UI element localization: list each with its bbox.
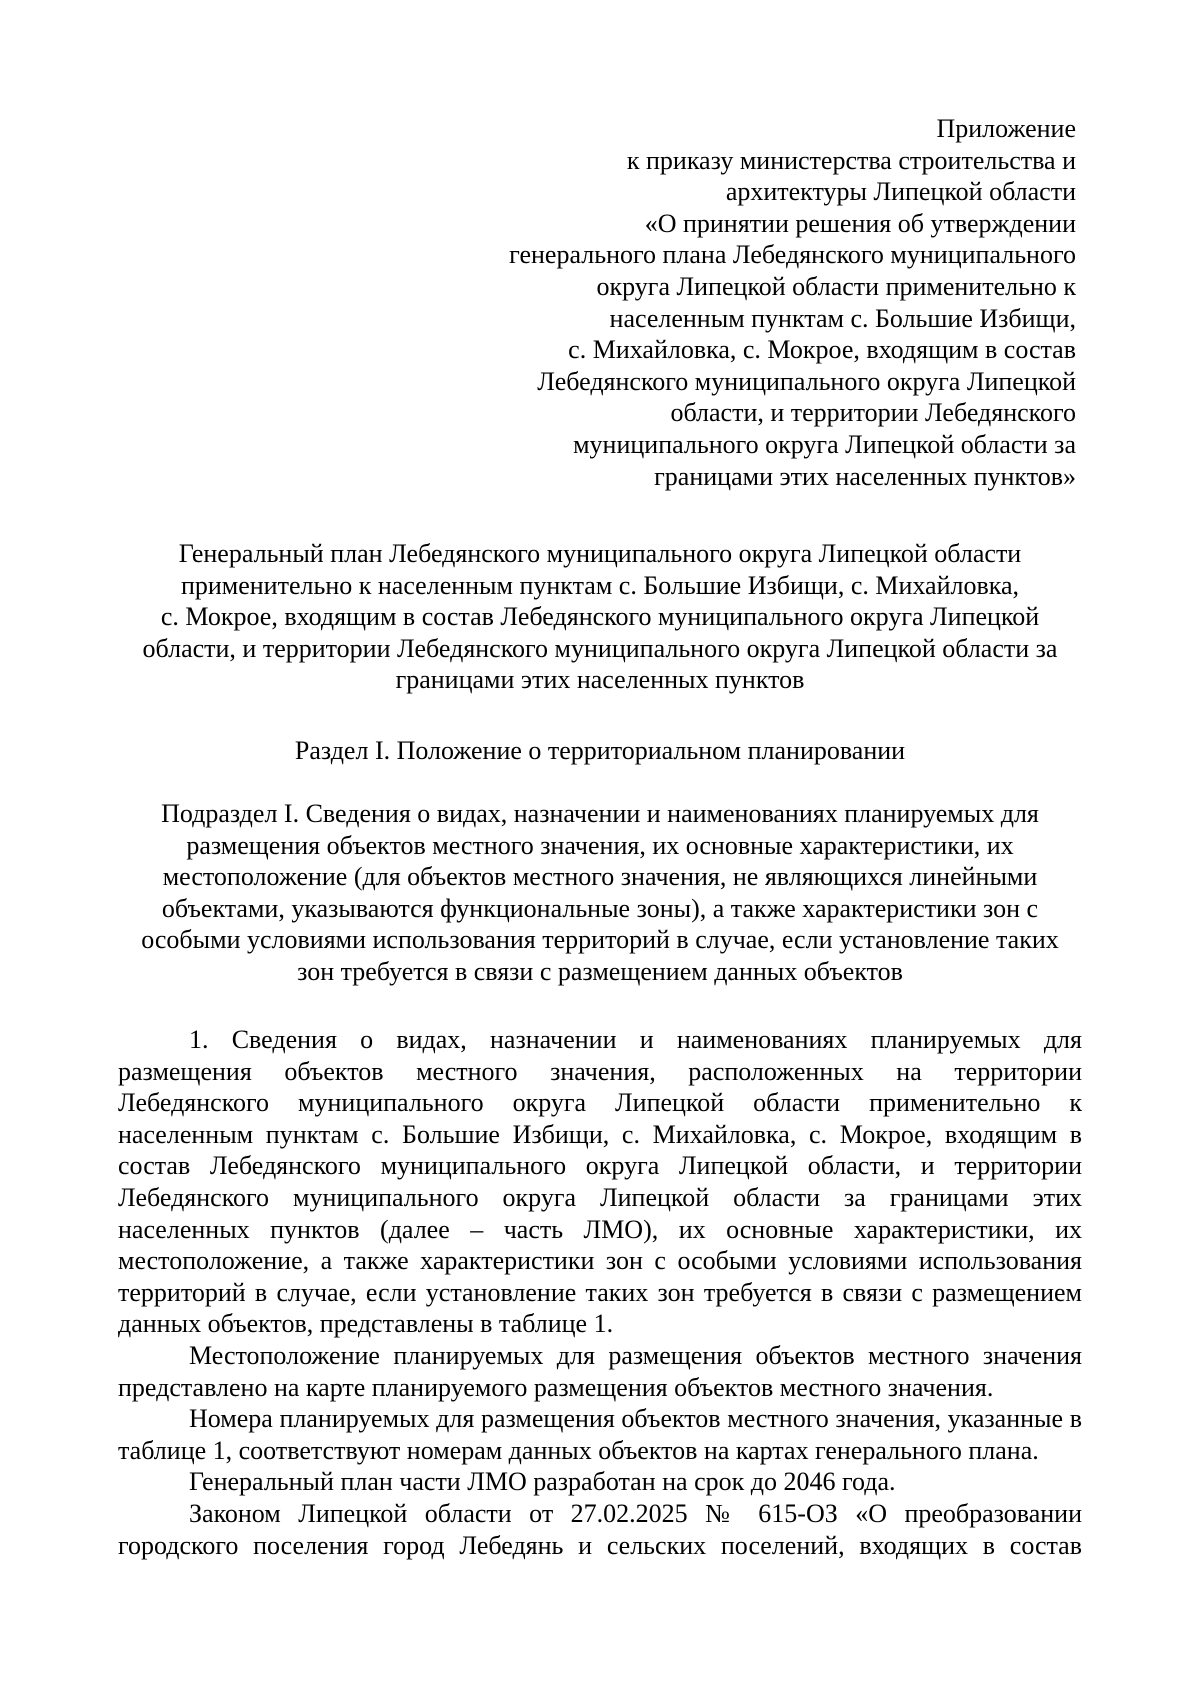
document-title [118,538,1082,696]
body-paragraph-1: 1. Сведения о видах, назначении и наименованиях планируемых для размещения объектов местного значения, расположенных на территории Лебедянского муниципального округа Липецкой области применительно к населенным пунктам с. Большие Избищи, с. Михайловка, с. Мокрое, входящим в состав Лебедянского муниципального округа Липецкой области, и территории Лебедянского муниципального округа Липецкой области за границами этих населенных пунктов (далее – часть ЛМО), их основные характеристики, их местоположение, а также характеристики зон с особыми условиями использования территорий в случае, если установление таких зон требуется в связи с размещением данных объектов, представлены в таблице 1. [118,1025,1082,1339]
subsection-title-line: зон требуется в связи с размещением данных объектов [297,956,903,986]
subsection-title [118,798,1082,988]
document-title-line: применительно к населенным пунктам с. Большие Избищи, с. Михайловка, [180,570,1020,600]
appendix-line: Лебедянского муниципального округа Липецкой [537,366,1076,396]
body-paragraph-3: Номера планируемых для размещения объектов местного значения, указанные в таблице 1, соответствуют номерам данных объектов на картах генерального плана. [118,1404,1082,1465]
body-text [118,1024,1082,1561]
subsection-title-line: размещения объектов местного значения, их основные характеристики, их [186,830,1014,860]
subsection-title-line: Подраздел I. Сведения о видах, назначении и наименованиях планируемых для [161,799,1039,828]
body-paragraph-4: Генеральный план части ЛМО разработан на срок до 2046 года. [189,1467,896,1497]
appendix-line: населенным пунктам с. Большие Избищи, [609,303,1076,333]
appendix-line: к приказу министерства строительства и [626,145,1076,175]
document-title-line: с. Мокрое, входящим в состав Лебедянского муниципального округа Липецкой [160,602,1040,632]
section-title: Раздел I. Положение о территориальном планировании [294,736,906,765]
document-title-line: границами этих населенных пунктов [395,665,805,695]
appendix-line: архитектуры Липецкой области [725,177,1076,207]
subsection-title-line: объектами, указываются функциональные зоны), а также характеристики зон с [161,893,1039,923]
document-title-line: Генеральный план Лебедянского муниципального округа Липецкой области [178,539,1022,568]
appendix-line: муниципального округа Липецкой области за [573,429,1076,459]
appendix-line: генерального плана Лебедянского муниципального [509,240,1076,270]
subsection-title-line: особыми условиями использования территорий в случае, если установление таких [141,925,1059,955]
appendix-line: «О принятии решения об утверждении [644,208,1076,238]
appendix-line: области, и территории Лебедянского [670,398,1076,428]
appendix-line: Приложение [936,114,1076,143]
appendix-line: с. Михайловка, с. Мокрое, входящим в состав [568,335,1076,365]
appendix-header [436,113,1076,492]
body-paragraph-2: Местоположение планируемых для размещения объектов местного значения представлено на карте планируемого размещения объектов местного значения. [118,1340,1082,1402]
body-paragraph-5: Законом Липецкой области от 27.02.2025 № 615-ОЗ «О преобразовании городского поселения город Лебедянь и сельских поселений, входящих в состав [118,1498,1082,1560]
subsection-title-line: местоположение (для объектов местного значения, не являющихся линейными [162,862,1038,892]
document-title-line: области, и территории Лебедянского муниципального округа Липецкой области за [142,633,1058,663]
appendix-line: границами этих населенных пунктов» [654,461,1076,491]
appendix-line: округа Липецкой области применительно к [596,271,1076,301]
